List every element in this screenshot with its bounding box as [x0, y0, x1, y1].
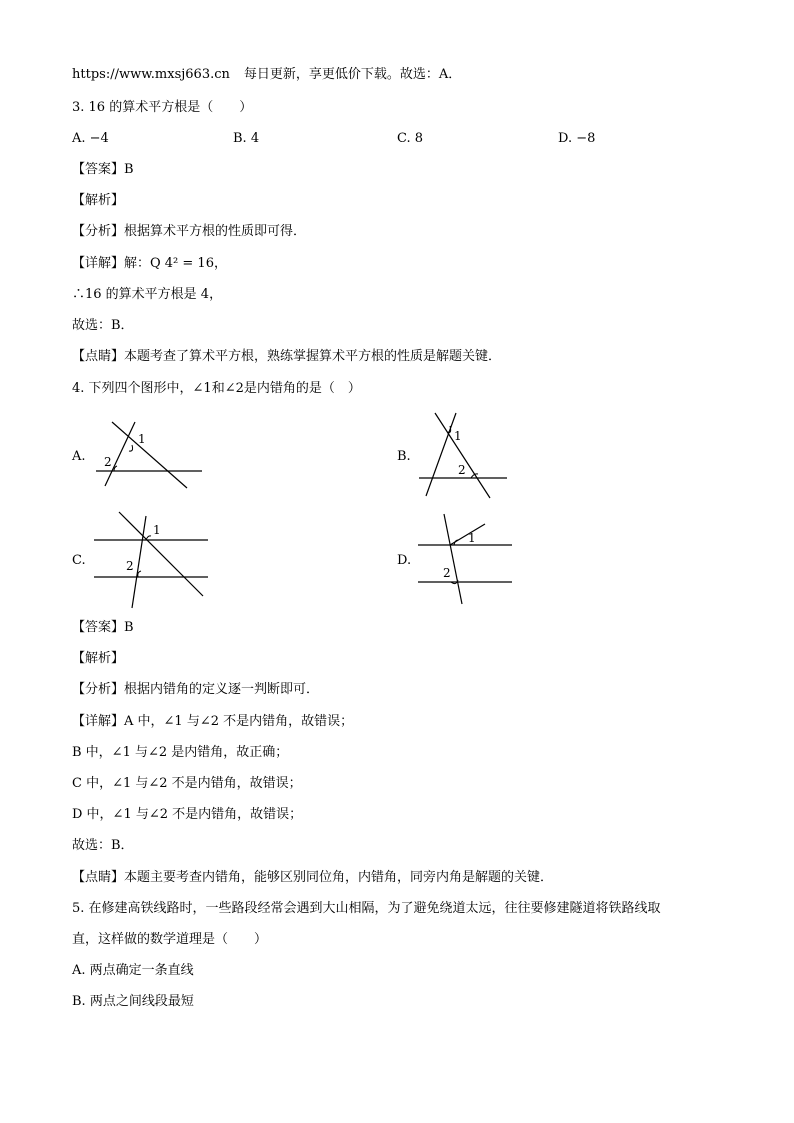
q3-option-c: C. 8 — [397, 131, 424, 146]
q4-detail-c: C 中，∠1 与∠2 不是内错角，故错误； — [72, 776, 302, 791]
q4-detail-b: B 中，∠1 与∠2 是内错角，故正确； — [72, 745, 289, 760]
header-note: 每日更新，享更低价下载。故选：A． — [243, 67, 462, 82]
figure-c-label: C. — [72, 553, 86, 568]
figure-c-angle-2: 2 — [126, 559, 134, 573]
q3-option-b: B. 4 — [233, 131, 260, 146]
figure-d — [415, 510, 520, 610]
figure-b-angle-2: 2 — [458, 463, 466, 477]
q3-analysis: 【分析】根据算术平方根的性质即可得． — [72, 224, 307, 239]
q4-detail-d: D 中，∠1 与∠2 不是内错角，故错误； — [72, 807, 303, 822]
q5-option-b: B. 两点之间线段最短 — [72, 994, 194, 1009]
q3-analysis-head: 【解析】 — [72, 193, 125, 208]
figure-d-angle-1: 1 — [468, 531, 476, 545]
q4-choose: 故选：B． — [72, 838, 134, 853]
figure-c — [90, 508, 215, 613]
figure-c-angle-1: 1 — [153, 523, 161, 537]
q3-step: ∴16 的算术平方根是 4， — [72, 287, 223, 302]
q3-answer: 【答案】B — [72, 162, 134, 177]
figure-a — [90, 415, 210, 495]
q3-detail: 【详解】解：Q 4² = 16， — [72, 256, 227, 271]
q4-stem: 4. 下列四个图形中，∠1和∠2是内错角的是（ ） — [72, 381, 361, 396]
q3-choose: 故选：B． — [72, 318, 134, 333]
figure-a-label: A. — [72, 449, 86, 464]
figure-a-angle-1: 1 — [138, 432, 146, 446]
q5-option-a: A. 两点确定一条直线 — [72, 963, 194, 978]
figure-d-angle-2: 2 — [443, 566, 451, 580]
q4-analysis: 【分析】根据内错角的定义逐一判断即可． — [72, 682, 320, 697]
q3-option-a: A. −4 — [72, 131, 109, 146]
header-line — [72, 67, 461, 83]
q5-stem-line2: 直，这样做的数学道理是（ ） — [72, 932, 268, 947]
figure-b-label: B. — [397, 449, 411, 464]
q4-analysis-head: 【解析】 — [72, 651, 125, 666]
header-url[interactable]: https://www.mxsj663.cn — [72, 67, 230, 82]
q4-answer: 【答案】B — [72, 620, 134, 635]
figure-d-label: D. — [397, 553, 412, 568]
q3-comment: 【点睛】本题考查了算术平方根，熟练掌握算术平方根的性质是解题关键． — [72, 349, 502, 364]
q3-stem: 3. 16 的算术平方根是（ ） — [72, 100, 253, 115]
figure-b-angle-1: 1 — [454, 429, 462, 443]
q3-option-d: D. −8 — [558, 131, 596, 146]
q5-stem-line1: 5. 在修建高铁线路时，一些路段经常会遇到大山相隔，为了避免绕道太远，往往要修建隧道将铁路线取 — [72, 901, 661, 916]
figure-a-angle-2: 2 — [104, 455, 112, 469]
q4-comment: 【点睛】本题主要考查内错角，能够区别同位角，内错角，同旁内角是解题的关键． — [72, 870, 554, 885]
q4-detail-a: 【详解】A 中，∠1 与∠2 不是内错角，故错误； — [72, 714, 354, 729]
figure-b — [415, 410, 535, 500]
